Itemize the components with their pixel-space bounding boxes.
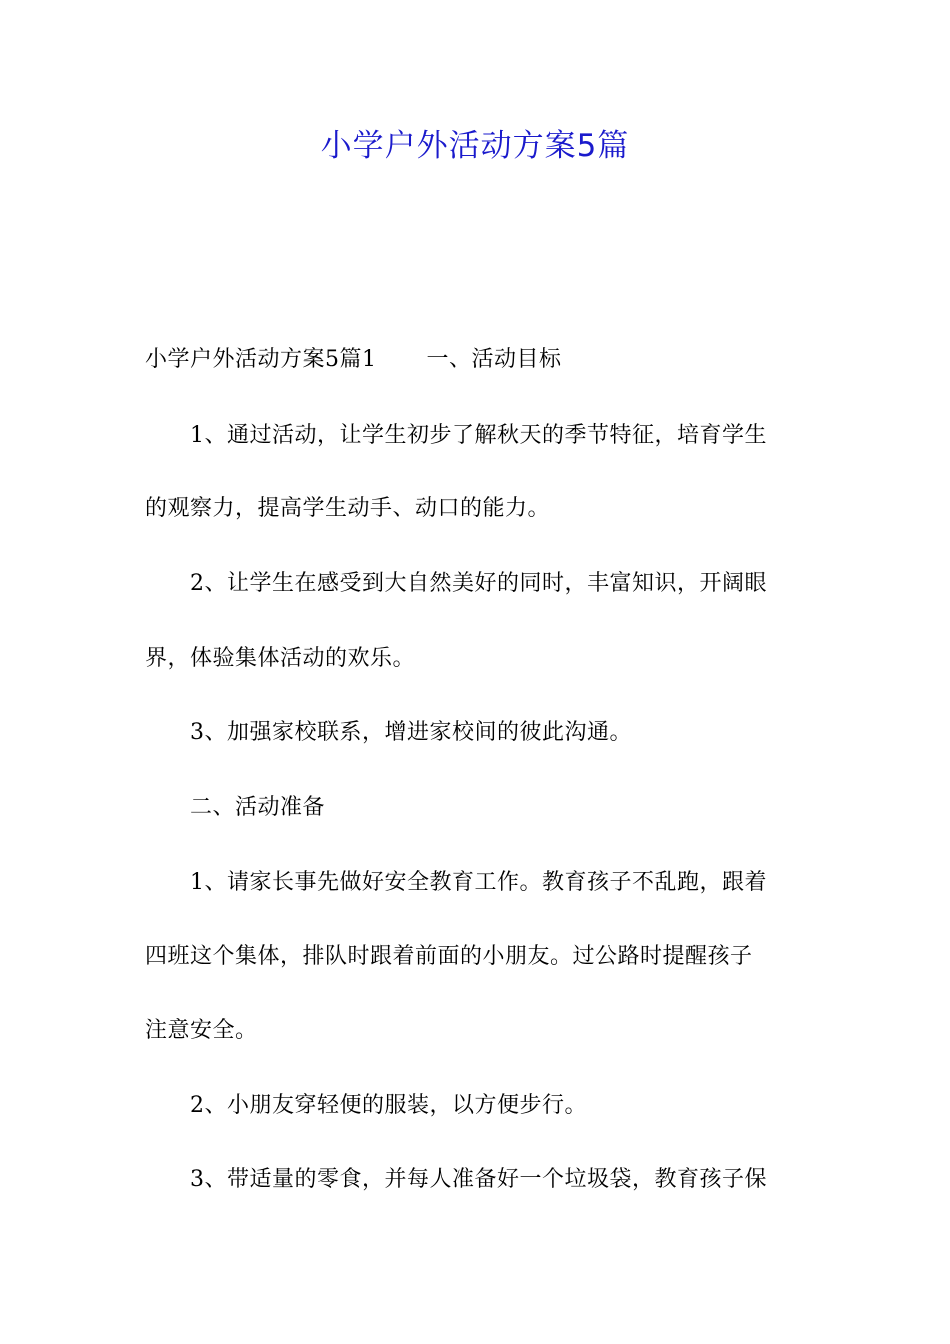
subsection-heading: 一、活动目标 bbox=[426, 347, 562, 372]
text-line-3: 的观察力，提高学生动手、动口的能力。 bbox=[145, 496, 551, 521]
text-line-9: 四班这个集体，排队时跟着前面的小朋友。过公路时提醒孩子 bbox=[145, 944, 753, 969]
section-heading: 小学户外活动方案5篇1 bbox=[145, 347, 377, 372]
text-line-4: 2、让学生在感受到大自然美好的同时，丰富知识，开阔眼 bbox=[190, 571, 767, 596]
text-line-1 bbox=[145, 347, 562, 373]
text-line-7: 二、活动准备 bbox=[190, 795, 326, 820]
text-line-2: 1、通过活动，让学生初步了解秋天的季节特征，培育学生 bbox=[190, 423, 767, 448]
text-line-10: 注意安全。 bbox=[145, 1018, 258, 1043]
text-line-6: 3、加强家校联系，增进家校间的彼此沟通。 bbox=[190, 720, 632, 745]
text-line-8: 1、请家长事先做好安全教育工作。教育孩子不乱跑，跟着 bbox=[190, 870, 767, 895]
document-title: 小学户外活动方案5篇 bbox=[320, 128, 630, 164]
text-line-12: 3、带适量的零食，并每人准备好一个垃圾袋，教育孩子保 bbox=[190, 1167, 767, 1192]
text-line-5: 界，体验集体活动的欢乐。 bbox=[145, 646, 416, 671]
text-line-11: 2、小朋友穿轻便的服装，以方便步行。 bbox=[190, 1093, 587, 1118]
